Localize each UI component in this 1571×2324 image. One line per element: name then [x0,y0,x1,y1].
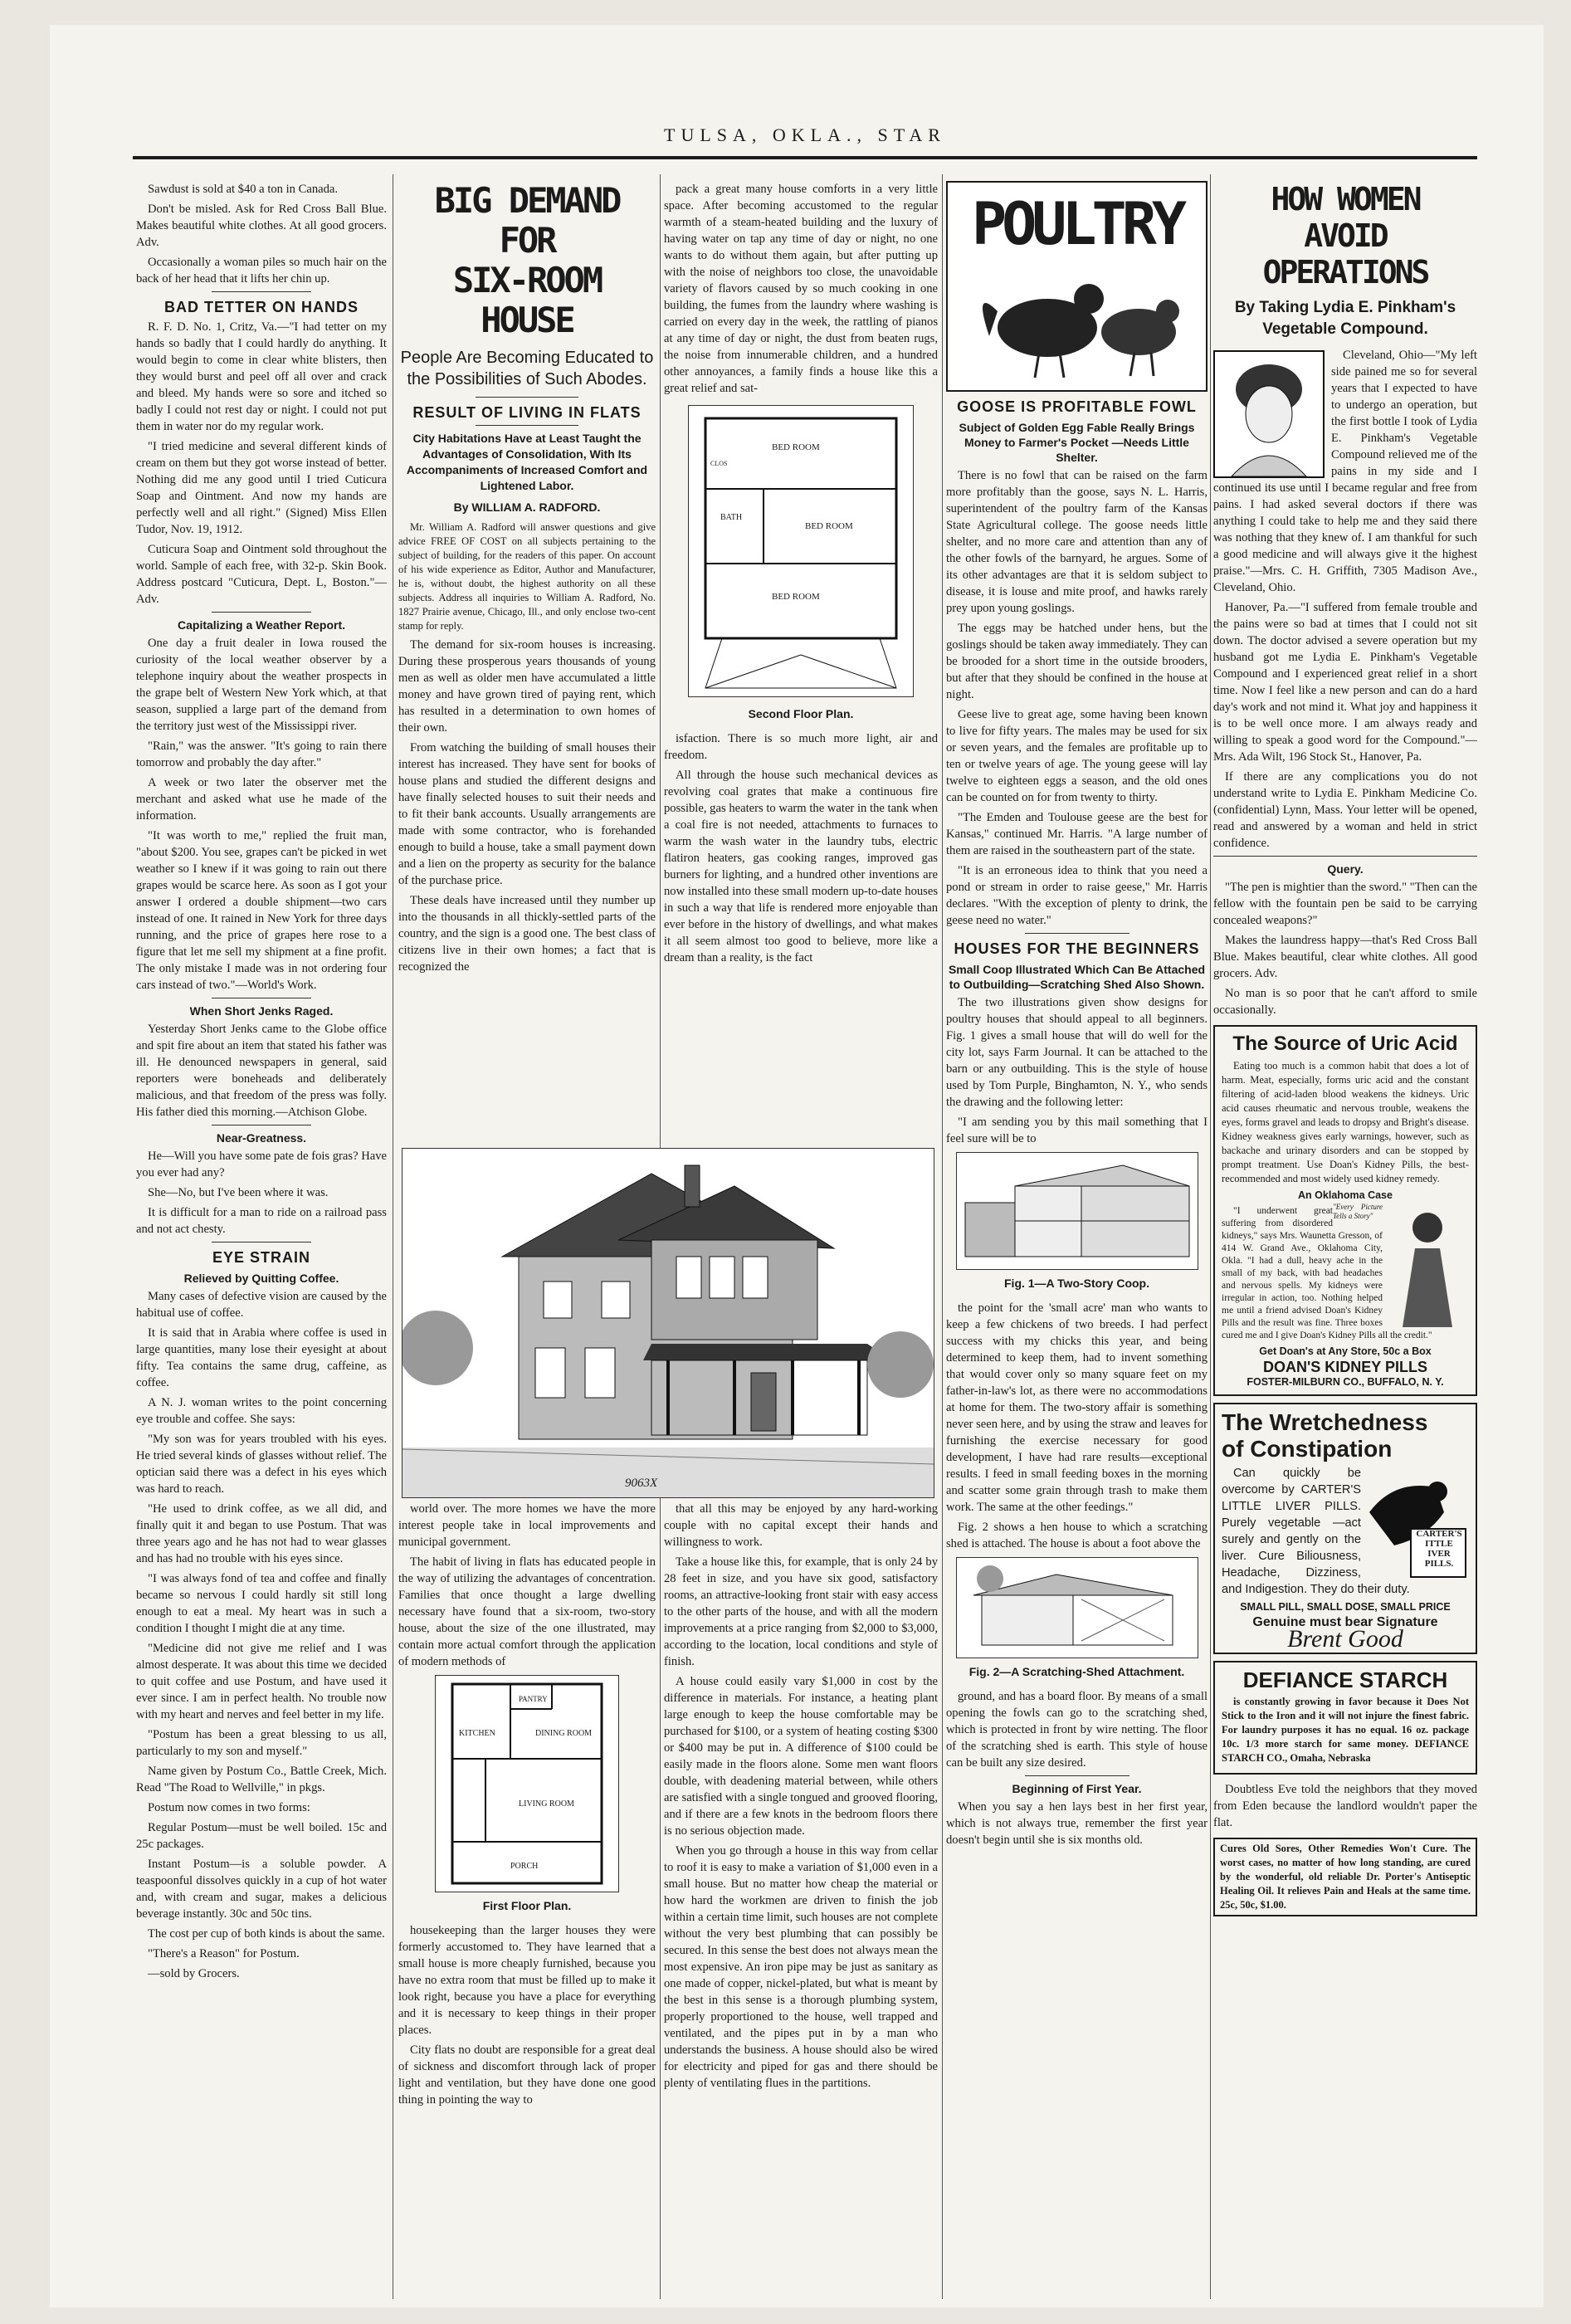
paragraph: A N. J. woman writes to the point concerning eye trouble and coffee. She says: [136,1396,387,1426]
paragraph: "Medicine did not give me relief and I was almost desperate. It was about this time we decided to quit coffee and use Postum, and have used it ever since. I am in perfect health. No trouble now with my heart and nerves and feel better in my life. [136,1642,387,1721]
paragraph: Sawdust is sold at $40 a ton in Canada. [148,183,339,196]
paragraph: "Postum has been a great blessing to us all, particularly to my son and myself." [136,1728,387,1758]
paragraph: City flats no doubt are responsible for a great deal of sickness and discomfort through lack of proper light and ventilation, but they have done one good thing in pointing the way to [398,2043,656,2107]
constipation-text: Can quickly be overcome by CARTER'S LITTLE LIVER PILLS. Purely vegetable —act surely and gently on the liver. Cure Biliousness, Headache, Dizziness, and Indigestion. They do their duty. [1222,1467,1410,1596]
poultry-logo: POULTRY [971,190,1182,258]
oklahoma-text: "I underwent great suffering from disordered kidneys," says Mrs. Waunetta Gresson, of 414 W. Grand Ave., Oklahoma City, Okla. "I had a dull, heavy ache in the small of my back, with bad headaches and nervous spells. My kidneys were irregular in action, too. Nothing helped me until a friend advised Doan's Kidney Pills and the result was fine. Three boxes cured me and I give Doan's Kidney Pills all the credit." [1222,1206,1432,1340]
beginners-deck: Small Coop Illustrated Which Can Be Attached to Outbuilding—Scratching Shed Also Shown. [948,963,1206,991]
doans-ad [1213,1025,1477,1396]
house-article-bottom [664,1501,938,2092]
paragraph: "The Emden and Toulouse geese are the best for Kansas," continued Mr. Harris. "A large number of them are raised in the southeastern part of the state. [946,811,1208,857]
house-article-cont2 [398,1922,656,2108]
line: OPERATIONS [1262,254,1428,290]
paragraph: The habit of living in flats has educated people in the way of utilizing the advantages of concentration. Families that once thought a large dwelling necessary have found that a six-room, two-story house, about the size of the one illustrated, may contain more actual comfort through the application of modern methods of [398,1555,656,1668]
line: AVOID [1304,217,1387,254]
divider [476,397,578,398]
line: of Constipation [1222,1436,1393,1462]
column-rule [1210,174,1211,2299]
paragraph: that all this may be enjoyed by any hard-working couple with no capital except their hands and willingness to work. [664,1502,938,1549]
pinkham-headline [1213,181,1477,290]
room-label: BED ROOM [772,592,820,602]
paragraph: She—No, but I've been where it was. [148,1186,329,1199]
line: HOW WOMEN [1271,181,1420,217]
paragraph: These deals have increased until they number up into the thousands in all thickly-settled parts of the country, and the sign is a good one. The best class of citizens live in their own homes; a fact that is recognized the [398,894,656,974]
uric-headline: The Source of Uric Acid [1232,1033,1458,1055]
room-label: BED ROOM [772,442,820,452]
line: The Wretchedness [1222,1409,1428,1435]
starch-ad [1213,1661,1477,1775]
divider [1025,933,1129,934]
eye-article [136,1288,387,1982]
paragraph: Regular Postum—must be well boiled. 15c and 25c packages. [136,1821,387,1851]
paragraph: It is said that in Arabia where coffee is used in large quantities, many lose their eyesight at about fifty. Tea contains the same drug, caffeine, as coffee. [136,1326,387,1389]
house-article-cont [398,1501,656,1670]
room-label: KITCHEN [459,1729,495,1738]
paragraph: "Rain," was the answer. "It's going to rain there tomorrow and probably the day after." [136,740,387,769]
paragraph: If there are any complications you do not understand write to Lydia E. Pinkham Medicine Co. (confidential) Lynn, Mass. Your letter will be opened, read and answered by a woman and held in strict confidence. [1213,770,1477,850]
paragraph: world over. The more homes we have the more interest people take in local improvements and municipal government. [398,1502,656,1549]
starch-headline: DEFIANCE STARCH [1242,1667,1448,1692]
line: SIX-ROOM HOUSE [452,260,602,340]
room-label: DINING ROOM [535,1729,593,1738]
image-number: 9063X [625,1477,658,1490]
second-floor-caption: Second Floor Plan. [748,707,854,720]
two-story-coop-figure [956,1152,1198,1270]
first-year-headline: Beginning of First Year. [1012,1782,1142,1795]
divider [1213,856,1477,857]
query-headline: Query. [1327,862,1364,876]
paragraph: R. F. D. No. 1, Critz, Va.—"I had tetter on my hands so badly that I could hardly do anything. It would begin to come in clear white blisters, then they would burst and peel off all over and crack and bleed. My hands were so sore and itched so badly I could not rest day or night. I could not put them in water nor do my regular work. [136,320,387,433]
room-label: PANTRY [519,1695,548,1703]
paragraph: Occasionally a woman piles so much hair on the back of her head that it lifts her chin up. [136,256,387,286]
column-1 [136,181,387,2293]
paragraph: Many cases of defective vision are caused by the habitual use of coffee. [136,1290,387,1320]
fig1-caption: Fig. 1—A Two-Story Coop. [1004,1277,1149,1290]
intro-items [136,181,387,287]
paragraph: Take a house like this, for example, that is only 24 by 28 feet in size, and you have six good, satisfactory rooms, an attractive-looking front stair with easy access to the other parts of the house, and with all the modern improvements at a price ranging from $2,000 to $3,000, according to the location, local conditions and style of finish. [664,1555,938,1668]
house-article-top [664,181,938,397]
eve-joke: Doubtless Eve told the neighbors that they moved from Eden because the landlord wouldn't paper the flat. [1213,1783,1477,1829]
paragraph: "I tried medicine and several different kinds of cream on them but they got worse instead of better. Nothing did me any good until I tried Cuticura Soap and Ointment. And now my hands are perfectly well and all right." (Signed) Miss Ellen Tudor, Nov. 19, 1912. [136,440,387,536]
paragraph: Postum now comes in two forms: [148,1801,310,1814]
paragraph: the point for the 'small acre' man who wants to keep a few chickens of two breeds. I had perfect success with my chicks this year, and being determined to keep them, had to invent something that would cover only so many square feet on my father-in-law's lot, as there were no accommodations at home for them. The two-story affair is something never seen here, and by using the straw and leaves for furnishing the exercise necessary for good development, I have had rare results—exceptional results. I feed in small feeding boxes in the morning and scatter some grain through trash to make them work. The same at the other feedings." [946,1301,1208,1514]
paragraph: Name given by Postum Co., Battle Creek, Mich. Read "The Road to Wellville," in pkgs. [136,1765,387,1794]
paragraph: When you go through a house in this way from cellar to roof it is easy to make a variation of $1,000 even in a small house. But no matter how cheap the material or how hard the workmen are driven to finish the job within a certain time limit, such houses are not complete without the very best plumbing that can possibly be secured. In this sense the best does not always mean the most expensive. An iron pipe may be just as sanitary as one made of copper, nickel-plated, but what is meant by the best in this sense is a thorough plumbing system, properly proportioned to the house, well trapped and ventilated, and the pipes put in by a man who understands the business. A house should also be wired for electricity and piped for gas and there should be plenty of ventilating flues in the partitions. [664,1844,938,2090]
byline: By WILLIAM A. RADFORD. [453,500,601,514]
paragraph: "He used to drink coffee, as we all did, and finally quit it and began to use Postum. That was three years ago and he has not had to wear glasses and has had no trouble with his eyes since. [136,1502,387,1565]
paragraph: One day a fruit dealer in Iowa roused the curiosity of the local weather observer by a telephone inquiry about the weather prospects in the grape belt of Western New York which, at that season, supplied a large part of the demand from the territory just west of the Mississippi river. [136,637,387,733]
paragraph: Cuticura Soap and Ointment sold throughout the world. Sample of each free, with 32-p. Skin Book. Address postcard "Cuticura, Dept. L, Boston."—Adv. [136,543,387,606]
paragraph: From watching the building of small houses their interest has increased. They have sent for books of house plans and studied the different designs and have finally selected houses to suit their needs and to fit their bank accounts. Usually arrangements are made with some contractor, who is forehanded enough to build a house, take a small payment down and a lien on the property as security for the balance of the purchase price. [398,741,656,887]
first-floor-plan [435,1675,619,1892]
line: BIG DEMAND FOR [434,181,620,261]
paragraph: The two illustrations given show designs for poultry houses that should appeal to all beginners. Fig. 1 gives a small house that will do well for the city lot, says Farm Journal. It can be attached to the barn or any outbuilding. This is the style of house used by Tom Purple, Binghamton, N. Y., who sends the drawing and the following letter: [946,996,1208,1109]
paragraph: A house could easily vary $1,000 in cost by the difference in materials. For instance, a heating plant large enough to keep the house comfortable may be purchased for $100, or a system of heating costing $300 or $400 may be put in. A difference of $100 could be easily made in the floors alone. Some men want floors double, with deadening material between, while others are satisfied with a single tongued and grooved flooring, and if there are a few knots in the bedroom floors there is no serious objection made. [664,1675,938,1838]
scratching-shed-figure [956,1557,1198,1658]
beginners-article-3 [946,1688,1208,1771]
line: IVER [1427,1549,1451,1559]
paragraph: housekeeping than the larger houses they were formerly accustomed to. They have learned that a small house is more cheaply furnished, because you have no extra room that must be filled up to make it look right, because you have a place for everything and it is necessary to keep things in their proper places. [398,1924,656,2037]
pinkham-deck: By Taking Lydia E. Pinkham's Vegetable Compound. [1234,299,1456,338]
masthead-rule [133,156,1477,159]
carters-signature: Brent Good [1287,1625,1403,1653]
paragraph: "The pen is mightier than the sword." "Then can the fellow with the fountain pen be said to be carrying concealed weapons?" [1213,881,1477,927]
paragraph: Fig. 2 shows a hen house to which a scratching shed is attached. The house is about a foot above the [946,1521,1208,1550]
column-4 [946,181,1208,2293]
beginners-headline: HOUSES FOR THE BEGINNERS [954,940,1200,957]
doans-name: DOAN'S KIDNEY PILLS [1263,1359,1427,1375]
house-article [398,637,656,975]
house-illustration [402,1148,934,1498]
paragraph: "It is an erroneous idea to think that you need a pond or stream in order to raise geese," Mr. Harris declares. "With the exception of plenty to drink, the geese need no water." [946,864,1208,927]
goose-deck: Subject of Golden Egg Fable Really Brings Money to Farmer's Pocket —Needs Little Shelter. [959,421,1195,464]
paragraph: Don't be misled. Ask for Red Cross Ball Blue. Makes beautiful white clothes. At all good grocers. Adv. [136,203,387,249]
carters-ad [1213,1403,1477,1654]
flats-headline: RESULT OF LIVING IN FLATS [412,404,642,421]
constipation-headline [1222,1409,1469,1462]
paragraph: Geese live to great age, some having been known to live for fifty years. The males may be used for six or seven years, and the females are profitable up to ten or twelve years of age. The young geese will lay twelve to eighteen eggs a season, and the old ones can be counted on for from twenty to thirty. [946,708,1208,804]
weather-headline: Capitalizing a Weather Report. [178,618,345,632]
jenks-article [136,1021,387,1120]
woman-portrait-image [1213,350,1325,478]
woman-figure-image [1386,1203,1469,1327]
paragraph: Hanover, Pa.—"I suffered from female trouble and the pains were so bad at times that I could not sit down. The doctor advised a severe operation but my husband got me Lydia E. Pinkham's Vegetable Compound and I experienced great relief in a short time. Now I feel like a new person and can do a hard day's work and not mind it. What joy and happiness it is to be well once more. I am always ready and willing to speak a good word for the Compound."—Mrs. Ada Wilt, 196 Stock St., Hanover, Pa. [1213,601,1477,764]
every-picture-text: "Every Picture Tells a Story" [1333,1203,1383,1220]
divider [1025,1775,1129,1776]
house-deck: People Are Becoming Educated to the Possibilities of Such Abodes. [400,349,654,388]
paragraph: When you say a hen lays best in her first year, which is not always true, remember the first year doesn't begin until she is six months old. [946,1800,1208,1847]
column-5 [1213,181,1477,2293]
paragraph: pack a great many house comforts in a very little space. After becoming accustomed to the regular warmth of a steam-heated building and the luxury of having water on tap any time of day or night, no one wants to do without them again, but after putting up with the noise of neighbors too close, the unavoidable variety of flavors caused by so much cooking in one building, the fumes from the laundry where washing is carried on every day in the week, the rattling of pianos at any time of day or night, the dust from beaten rugs, the noise from innumerable children, and a hundred other annoyances, a family finds a house like this a great relief and sat- [664,183,938,395]
uric-text: Eating too much is a common habit that does a lot of harm. Meat, especially, forms uric acid and the constant filtering of acid-laden blood weakens the kidneys. Uric acid causes rheumatic and nervous trouble, weakens the eyes, forms gravel and leads to dropsy and Bright's disease. Kidney weakness gives early warnings, however, such as backache and urinary disorders and can be stopped by prompt treatment. Use Doan's Kidney Pills, the best-recommended and most widely used kidney remedy. [1222,1060,1469,1184]
paragraph: ground, and has a board floor. By means of a small opening the fowls can go to the scratching shed, which is protected in front by wire netting. The floor of the scratching shed is earth. This style of house can be built any size desired. [946,1690,1208,1770]
oklahoma-headline: An Oklahoma Case [1298,1189,1393,1201]
fig2-caption: Fig. 2—A Scratching-Shed Attachment. [968,1665,1185,1678]
divider [212,612,312,613]
room-label: PORCH [510,1862,539,1871]
beginners-article-2 [946,1300,1208,1552]
second-floor-plan [688,405,914,697]
flats-deck: City Habitations Have at Least Taught the Advantages of Consolidation, With Its Accompaniments of Increased Comfort and Lightened Labor. [406,432,648,492]
paragraph: All through the house such mechanical devices as revolving coal grates that make a continuous fire possible, gas heaters to warm the water in the tank when a coal fire is not needed, attachments to furnaces to warm the wash water in the laundry tubs, electric flatiron heaters, gas cooking ranges, improved gas burners for lighting, and a hundred other inventions are now installed into these small modern up-to-date houses in such a way that life is rendered more enjoyable than ever before in the history of dwellings, and what makes it all seem almost too good to believe, more like a dream than a reality, is the fact [664,769,938,964]
column-rule [942,174,943,2299]
column-3 [664,181,938,1144]
room-label: LIVING ROOM [519,1799,574,1809]
paragraph: Instant Postum—is a soluble powder. A teaspoonful dissolves quickly in a cup of hot water and, with cream and sugar, makes a delicious beverage instantly. 30c and 50c tins. [136,1858,387,1921]
house-headline [398,181,656,340]
masthead: TULSA, OKLA., STAR [664,124,946,145]
paragraph: The cost per cup of both kinds is about the same. [148,1927,385,1941]
near-article [136,1148,387,1238]
doans-maker: FOSTER-MILBURN CO., BUFFALO, N. Y. [1247,1376,1444,1388]
paragraph: "My son was for years troubled with his eyes. He tried several kinds of glasses without relief. The optician said there was a defect in his eyes which was hard to reach. [136,1433,387,1496]
column-3-continued [664,1501,938,2293]
genuine-text: Genuine must bear Signature [1252,1615,1438,1629]
starch-text: is constantly growing in favor because it Does Not Stick to the Iron and it will not injure the finest fabric. For laundry purposes it has no equal. 16 oz. package 10c. 1/3 more starch for same money. DEFIANCE STARCH CO., Omaha, Nebraska [1222,1696,1469,1764]
first-year-article [946,1799,1208,1848]
near-headline: Near-Greatness. [216,1131,307,1145]
author-note: Mr. William A. Radford will answer questions and give advice FREE OF COST on all subjects pertaining to the subject of building, for the readers of this paper. On account of his wide experience as Editor, Author and Manufacturer, he is, without doubt, the highest authority on all these subjects. Address all inquiries to William A. Radford, No. 1827 Prairie avenue, Chicago, Ill., and only enclose two-cent stamp for reply. [398,521,656,632]
tetter-headline: BAD TETTER ON HANDS [164,299,359,315]
poultry-logo-box [946,181,1208,392]
line: ITTLE [1425,1539,1453,1549]
divider [476,425,578,426]
line: CARTER'S [1416,1529,1462,1539]
room-label: BATH [720,513,743,522]
paragraph: The demand for six-room houses is increasing. During these prosperous years thousands of young men as well as older men have accumulated a little money and have grown tired of paying rent, which has resulted in a determination to own homes of their own. [398,638,656,735]
paragraph: Cleveland, Ohio—"My left side pained me so for several years that I expected to have to undergo an operation, but the first bottle I took of Lydia E. Pinkham's Vegetable Compound relieved me of the pains in my side and I continued its use until I became regular and free from pains. I had asked several doctors if there was anything I could take to help me and they said there was nothing that they knew of. I am thankful for such a good medicine and will always give it the highest praise."—Mrs. C. H. Griffith, 7305 Madison Ave., Cleveland, Ohio. [1213,349,1477,594]
paragraph: "There's a Reason" for Postum. [148,1947,300,1960]
beginners-article [946,994,1208,1147]
line: PILLS. [1424,1559,1454,1569]
rooster-hen-icon [948,270,1206,386]
eye-subhead: Relieved by Quitting Coffee. [183,1272,339,1285]
paragraph: There is no fowl that can be raised on the farm more profitably than the goose, says N. L. Harris, superintendent of the poultry farm of the Kansas State Agricultural college. The goose needs little shelter, and no more care and attention than any of the other fowls of the barnyard, he argues. Some of its other advantages are that it is seldom subject to disease, it is louse and mite proof, and hawks rarely prey upon young goslings. [946,469,1208,615]
paragraph: A week or two later the observer met the merchant and asked what use he made of the information. [136,776,387,823]
weather-article [136,635,387,994]
goose-article [946,467,1208,929]
eye-headline: EYE STRAIN [212,1249,311,1266]
paragraph: No man is so poor that he can't afford to smile occasionally. [1213,987,1477,1017]
tetter-article [136,319,387,608]
goose-headline: GOOSE IS PROFITABLE FOWL [957,398,1197,415]
house-drawing [403,1149,934,1497]
paragraph: isfaction. There is so much more light, air and freedom. [664,732,938,762]
room-label: CLOS [710,460,728,467]
porter-ad: Cures Old Sores, Other Remedies Won't Cure. The worst cases, no matter of how long standing, are cured by the wonderful, old reliable Dr. Porter's Antiseptic Healing Oil. It relieves Pain and Heals at the same time. 25c, 50c, $1.00. [1213,1838,1477,1916]
carters-box [1414,1529,1464,1569]
divider [212,1242,312,1243]
doans-get: Get Doan's at Any Store, 50c a Box [1259,1345,1432,1357]
column-2-continued [398,1501,656,2293]
paragraph: "It was worth to me," replied the fruit man, "about $200. You see, grapes can't be picked in wet weather so I knew if it was going to rain out there grapes would be scarce here. As soon as I got your answer I ordered a double shipment—two cars instead of one. It rained in New York for three days running, and the price of grapes here rose to a figure that let me sell my shipment at a fine profit. The only mistake I made was in not ordering four cars instead of two."—World's Work. [136,829,387,992]
small-pill: SMALL PILL, SMALL DOSE, SMALL PRICE [1240,1601,1451,1613]
paragraph: The eggs may be hatched under hens, but the goslings should be taken away immediately. They can be brooded for a short time in the outside brooders, but after that they should be confined in the house at night. [946,622,1208,701]
paragraph: He—Will you have some pate de fois gras? Have you ever had any? [136,1150,387,1179]
query-article [1213,879,1477,1018]
house-article-mid [664,730,938,966]
room-label: BED ROOM [805,521,853,531]
paragraph: Yesterday Short Jenks came to the Globe office and spit fire about an item that stated his father was ill. He denounced newspapers in general, said reporters were boneheads and deliberately malicious, and that freedom of the press was folly. His father died this morning.—Atchison Globe. [136,1023,387,1119]
paragraph: "I am sending you by this mail something that I feel sure will be to [946,1116,1208,1145]
divider [212,291,312,292]
jenks-headline: When Short Jenks Raged. [189,1004,334,1018]
paragraph: Makes the laundress happy—that's Red Cross Ball Blue. Makes beautiful, clear white clothes. All good grocers. Adv. [1213,934,1477,980]
paragraph: —sold by Grocers. [148,1967,240,1980]
paragraph: It is difficult for a man to ride on a railroad pass and not act chesty. [136,1206,387,1236]
first-floor-caption: First Floor Plan. [482,1899,572,1912]
paragraph: "I was always fond of tea and coffee and finally became so nervous I could hardly sit still long enough to eat a meal. My heart was in such a condition I thought I might die at any time. [136,1572,387,1635]
